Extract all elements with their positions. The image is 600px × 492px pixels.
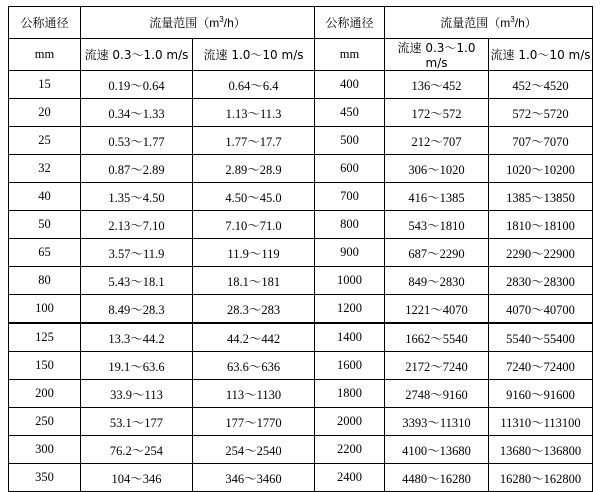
cell-dn-right: 1600 [315, 352, 385, 380]
cell-dn-right: 1800 [315, 380, 385, 408]
cell-dn-left: 80 [9, 267, 81, 295]
cell-flow-low-right: 172～572 [385, 99, 489, 127]
table-row [9, 380, 593, 408]
cell-flow-low-left: 3.57～11.9 [81, 239, 193, 267]
header-velocity-low-left: 流速 0.3～1.0 m/s [81, 39, 193, 71]
table-row [9, 71, 593, 99]
cell-flow-high-right: 13680～136800 [489, 436, 593, 464]
cell-flow-low-left: 0.53～1.77 [81, 127, 193, 155]
cell-dn-right: 700 [315, 183, 385, 211]
cell-flow-high-right: 11310～113100 [489, 408, 593, 436]
cell-flow-high-right: 9160～91600 [489, 380, 593, 408]
cell-flow-low-right: 687～2290 [385, 239, 489, 267]
table-row [9, 436, 593, 464]
table-row [9, 211, 593, 239]
cell-flow-low-left: 5.43～18.1 [81, 267, 193, 295]
cell-dn-right: 600 [315, 155, 385, 183]
header-velocity-high-right: 流速 1.0～10 m/s [489, 39, 593, 71]
cell-flow-high-right: 2830～28300 [489, 267, 593, 295]
cell-flow-high-left: 4.50～45.0 [193, 183, 315, 211]
cell-flow-low-left: 33.9～113 [81, 380, 193, 408]
cell-flow-low-left: 104～346 [81, 464, 193, 492]
cell-flow-high-left: 44.2～442 [193, 323, 315, 352]
cell-flow-low-left: 53.1～177 [81, 408, 193, 436]
table-header-row-2 [9, 39, 593, 71]
table-row [9, 464, 593, 492]
cell-dn-left: 65 [9, 239, 81, 267]
cell-dn-left: 150 [9, 352, 81, 380]
cell-dn-right: 1200 [315, 295, 385, 324]
table-row [9, 295, 593, 324]
cell-flow-low-right: 4100～13680 [385, 436, 489, 464]
cell-flow-high-left: 28.3～283 [193, 295, 315, 324]
cell-flow-high-right: 1385～13850 [489, 183, 593, 211]
cell-flow-high-left: 346～3460 [193, 464, 315, 492]
cell-flow-high-right: 572～5720 [489, 99, 593, 127]
header-flow-range-right: 流量范围$(m^3/h)$ [385, 7, 593, 39]
cell-dn-left: 25 [9, 127, 81, 155]
cell-dn-left: 125 [9, 323, 81, 352]
cell-flow-high-right: 1810～18100 [489, 211, 593, 239]
cell-flow-high-right: 1020～10200 [489, 155, 593, 183]
cell-dn-right: 900 [315, 239, 385, 267]
cell-flow-low-right: 3393～11310 [385, 408, 489, 436]
cell-flow-high-left: 1.77～17.7 [193, 127, 315, 155]
cell-flow-high-left: 0.64～6.4 [193, 71, 315, 99]
cell-flow-low-left: 1.35～4.50 [81, 183, 193, 211]
cell-dn-right: 450 [315, 99, 385, 127]
cell-flow-high-right: 16280～162800 [489, 464, 593, 492]
cell-dn-right: 500 [315, 127, 385, 155]
cell-flow-high-right: 2290～22900 [489, 239, 593, 267]
cell-dn-left: 350 [9, 464, 81, 492]
cell-dn-left: 200 [9, 380, 81, 408]
table-row [9, 183, 593, 211]
cell-flow-low-right: 4480～16280 [385, 464, 489, 492]
cell-flow-high-right: 5540～55400 [489, 323, 593, 352]
cell-flow-low-left: 19.1～63.6 [81, 352, 193, 380]
cell-flow-low-right: 543～1810 [385, 211, 489, 239]
cell-dn-right: 1400 [315, 323, 385, 352]
cell-flow-low-left: 0.34～1.33 [81, 99, 193, 127]
cell-flow-low-right: 212～707 [385, 127, 489, 155]
cell-flow-high-left: 7.10～71.0 [193, 211, 315, 239]
cell-flow-high-right: 707～7070 [489, 127, 593, 155]
cell-flow-low-left: 8.49～28.3 [81, 295, 193, 324]
cell-dn-left: 32 [9, 155, 81, 183]
document-page [0, 6, 600, 487]
cell-flow-high-left: 18.1～181 [193, 267, 315, 295]
header-nominal-diameter-left: 公称通径 [9, 7, 81, 39]
cell-flow-high-left: 11.9～119 [193, 239, 315, 267]
cell-flow-low-right: 416～1385 [385, 183, 489, 211]
cell-dn-right: 2200 [315, 436, 385, 464]
cell-flow-high-right: 4070～40700 [489, 295, 593, 324]
table-row [9, 127, 593, 155]
cell-dn-right: 400 [315, 71, 385, 99]
cell-flow-low-right: 1662～5540 [385, 323, 489, 352]
table-row [9, 267, 593, 295]
cell-dn-left: 250 [9, 408, 81, 436]
cell-dn-left: 50 [9, 211, 81, 239]
header-flow-unit-left: $(m^3/h)$ [197, 15, 246, 30]
cell-dn-left: 20 [9, 99, 81, 127]
cell-flow-low-right: 306～1020 [385, 155, 489, 183]
table-row [9, 352, 593, 380]
header-flow-unit-right: $(m^3/h)$ [488, 15, 537, 30]
cell-flow-low-left: 2.13～7.10 [81, 211, 193, 239]
flow-range-table [8, 6, 593, 492]
cell-dn-left: 300 [9, 436, 81, 464]
cell-flow-high-left: 113～1130 [193, 380, 315, 408]
cell-flow-low-left: 0.19～0.64 [81, 71, 193, 99]
table-row [9, 239, 593, 267]
cell-flow-low-right: 2172～7240 [385, 352, 489, 380]
cell-flow-high-left: 177～1770 [193, 408, 315, 436]
cell-flow-low-left: 13.3～44.2 [81, 323, 193, 352]
header-unit-mm-left: mm [9, 39, 81, 71]
header-nominal-diameter-right: 公称通径 [315, 7, 385, 39]
cell-flow-low-right: 136～452 [385, 71, 489, 99]
cell-flow-low-left: 76.2～254 [81, 436, 193, 464]
cell-flow-low-right: 2748～9160 [385, 380, 489, 408]
cell-dn-right: 2000 [315, 408, 385, 436]
table-row [9, 323, 593, 352]
header-unit-mm-right: mm [315, 39, 385, 71]
cell-flow-low-left: 0.87～2.89 [81, 155, 193, 183]
cell-flow-low-right: 1221～4070 [385, 295, 489, 324]
cell-flow-high-left: 63.6～636 [193, 352, 315, 380]
cell-dn-left: 100 [9, 295, 81, 324]
cell-dn-right: 1000 [315, 267, 385, 295]
cell-flow-high-left: 2.89～28.9 [193, 155, 315, 183]
cell-flow-high-right: 452～4520 [489, 71, 593, 99]
cell-dn-right: 800 [315, 211, 385, 239]
header-velocity-high-left: 流速 1.0～10 m/s [193, 39, 315, 71]
table-row [9, 155, 593, 183]
cell-flow-low-right: 849～2830 [385, 267, 489, 295]
table-row [9, 408, 593, 436]
cell-dn-left: 40 [9, 183, 81, 211]
cell-flow-high-left: 254～2540 [193, 436, 315, 464]
table-header-row-1 [9, 7, 593, 39]
cell-dn-right: 2400 [315, 464, 385, 492]
header-velocity-low-right: 流速 0.3～1.0 m/s [385, 39, 489, 71]
header-flow-range-left: 流量范围$(m^3/h)$ [81, 7, 315, 39]
cell-dn-left: 15 [9, 71, 81, 99]
cell-flow-high-left: 1.13～11.3 [193, 99, 315, 127]
table-row [9, 99, 593, 127]
cell-flow-high-right: 7240～72400 [489, 352, 593, 380]
